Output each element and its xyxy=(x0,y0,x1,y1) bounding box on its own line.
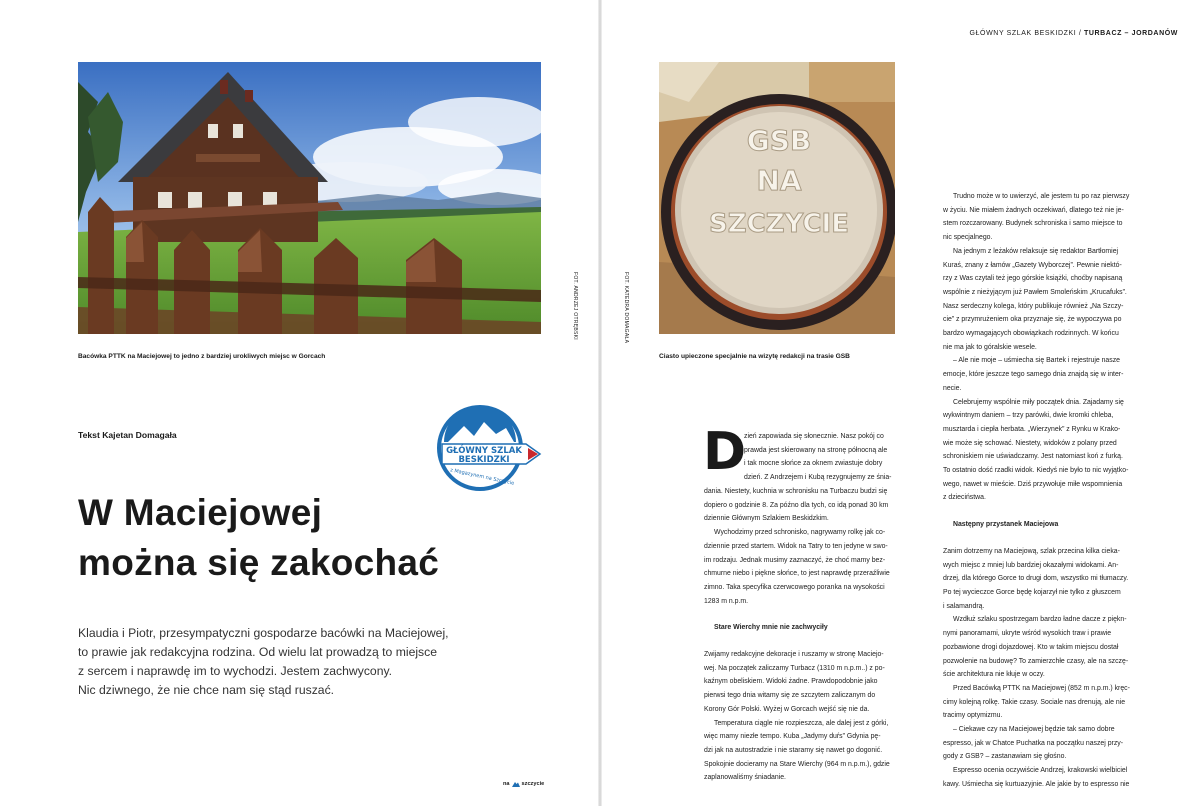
body-line: gody z GSB? – zastanawiam się głośno. xyxy=(943,753,1067,761)
badge-line-1: GŁÓWNY SZLAK xyxy=(446,446,522,456)
cake-text-line-1: GSB xyxy=(746,124,812,157)
gsb-badge-logo xyxy=(436,404,542,496)
body-line: espresso, jak w Chatce Puchatka na początku naszej przy- xyxy=(943,739,1124,747)
header-section: GŁÓWNY SZLAK BESKIDZKI / xyxy=(969,30,1082,37)
body-line: cie” z przymrużeniem oka przyznaje się, że wypoczywa po xyxy=(943,316,1122,324)
body-line: drzej, dla którego Gorce to drugi dom, wszystko mi tłumaczy. xyxy=(943,575,1129,583)
folio-logo xyxy=(503,781,544,787)
body-line: Spokojnie docieramy na Stare Wierchy (964 m n.p.m.), gdzie xyxy=(704,760,890,768)
body-line: dziennie przed startem. Widok na Tatry to ten jedyne w swo- xyxy=(704,542,888,550)
left-photo-caption: Bacówka PTTK na Maciejowej to jedno z bardziej urokliwych miejsc w Gorcach xyxy=(78,353,326,360)
column-2 xyxy=(943,190,1169,792)
column-1-dropcap-lines xyxy=(744,430,930,485)
body-line: kaźnym obeliskiem. Widoki żadne. Prawdopodobnie jako xyxy=(704,678,878,686)
body-line: 1283 m n.p.m. xyxy=(704,597,749,605)
body-line: pierwsi tego dnia witamy się ze szczytem zaliczanym do xyxy=(704,692,876,700)
body-line: To ostatnio dość rzadki widok. Kiedyś nie było to nic wyjątko- xyxy=(943,467,1129,475)
byline: Tekst Kajetan Domagała xyxy=(78,430,177,440)
body-line: cimy kolejną rolkę. Takie czasy. Sociale nas drenują, ale nie xyxy=(943,698,1126,706)
body-line: wie może się schować. Niestety, widoków z polany przed xyxy=(943,439,1117,447)
body-line: prawda jest skierowany na stronę północną ale xyxy=(744,446,888,454)
body-line: z dzieciństwa. xyxy=(943,494,986,502)
lead-line: Nic dziwnego, że nie chce nam się stąd ruszać. xyxy=(78,683,335,697)
article-lead xyxy=(78,624,518,700)
body-line: w życiu. Nie miałem żadnych oczekiwań, dlatego też nie je- xyxy=(943,206,1124,214)
body-line: Temperatura ciągle nie rozpieszcza, ale dalej jest z górki, xyxy=(714,719,889,727)
body-line: Wzdłuż szlaku spostrzegam bardzo ładne dacze z piękn- xyxy=(953,616,1127,624)
cake-photo xyxy=(659,62,895,334)
body-line: Zwijamy redakcyjne dekoracje i ruszamy w stronę Maciejo- xyxy=(704,651,884,659)
drop-cap: D xyxy=(703,422,747,482)
right-photo-credit: FOT. KATEDRA DOMAGAŁA xyxy=(623,272,629,344)
body-line: emocje, które jeszcze tego samego dnia znajdą się w inter- xyxy=(943,371,1124,379)
body-line: Po tej wycieczce Gorce będę kojarzył nie tylko z głuszcem xyxy=(943,588,1121,596)
body-line: – Ale nie moje – uśmiecha się Bartek i rejestruje nasze xyxy=(953,357,1120,365)
left-photo-credit: FOT. ANDRZEJ OTRĘBSKI xyxy=(572,272,578,340)
cake-text-line-2: NA xyxy=(756,164,802,197)
body-line: schroniskiem nie uświadczamy. Jest natomiast koń z furką. xyxy=(943,453,1123,461)
hut-photo xyxy=(78,62,541,334)
body-line: Celebrujemy wspólnie miły początek dnia. Zajadamy się xyxy=(953,398,1124,406)
body-line: Zanim dotrzemy na Maciejową, szlak przecina kilka cieka- xyxy=(943,547,1120,555)
body-line: zień zapowiada się słonecznie. Nasz pokój co xyxy=(744,433,884,440)
body-line: – Ciekawe czy na Maciejowej będzie tak samo dobre xyxy=(953,726,1115,734)
body-line: zimno. Taka specyfika czerwcowego poranka na wysokości xyxy=(704,583,885,591)
body-line: pozwolenie na budowę? To zamierzchłe czasy, ale na szczę- xyxy=(943,657,1129,665)
body-line: necie. xyxy=(943,384,962,392)
title-line: można się zakochać xyxy=(78,542,440,583)
body-line: wego, nawet w mieście. Dziś przywołuje miłe wspomnienia xyxy=(943,480,1123,488)
body-line: wej. Na początek zaliczamy Turbacz (1310 m n.p.m..) z po- xyxy=(704,664,885,672)
body-line: więc mamy niezłe tempo. Kuba „Jadymy duŕs” Gdynia pę- xyxy=(704,733,881,741)
folio-prefix: na xyxy=(503,781,510,787)
body-line: dania. Niestety, kuchnia w schronisku na Turbaczu budzi się xyxy=(704,488,888,495)
article-title xyxy=(78,488,548,588)
body-line: Nasz serdeczny kolega, który publikuje również „Na Szczy- xyxy=(943,302,1124,310)
body-line: Korony Gór Polski. Wyżej w Gorcach wejść się nie da. xyxy=(704,705,870,713)
body-line: dzień. Z Andrzejem i Kubą rezygnujemy ze śnia- xyxy=(744,474,892,482)
body-line: tracimy optymizmu. xyxy=(943,712,1003,720)
body-line: i salamandrą. xyxy=(943,602,985,610)
body-line: Wychodzimy przed schronisko, nagrywamy rolkę jak co- xyxy=(714,529,886,537)
body-line: Espresso ocenia oczywiście Andrzej, krakowski wielbiciel xyxy=(953,767,1128,775)
lead-line: Klaudia i Piotr, przesympatyczni gospodarze bacówki na Maciejowej, xyxy=(78,626,449,640)
cake-text-line-3: SZCZYCIE xyxy=(709,209,849,239)
body-line: im rodzaju. Jednak musimy zaznaczyć, że choć mamy bez- xyxy=(704,556,886,564)
body-line: i tak mocne słońce za oknem zwiastuje dobry xyxy=(744,460,883,468)
right-photo-caption: Ciasto upieczone specjalnie na wizytę redakcji na trasie GSB xyxy=(659,353,850,360)
body-line: wykwintnym daniem – trzy parówki, dwie kromki chleba, xyxy=(943,412,1114,420)
body-line: Na jednym z leżaków relaksuje się redaktor Bartłomiej xyxy=(953,247,1119,255)
running-header xyxy=(970,30,1179,37)
badge-subtitle: z Magazynem na Szczycie xyxy=(449,467,515,487)
body-line: dzi jak na autostradzie i nie staramy się nawet go dogonić. xyxy=(704,746,883,754)
lead-line: to prawie jak redakcyjna rodzina. Od wielu lat prowadzą to miejsce xyxy=(78,645,438,659)
column-1 xyxy=(704,485,930,785)
body-line: Przed Bacówką PTTK na Maciejowej (852 m n.p.m.) kręc- xyxy=(953,684,1130,692)
title-line: W Maciejowej xyxy=(78,492,323,533)
lead-line: z sercem i naprawdę im to wychodzi. Jestem zachwycony. xyxy=(78,664,393,678)
body-line: dziennie Głównym Szlakiem Beskidzkim. xyxy=(704,515,829,523)
body-line: ście architektura nie kłuje w oczy. xyxy=(943,671,1045,679)
body-line: pozbawione drogi dojazdowej. Kto w takim miejscu dostał xyxy=(943,643,1119,651)
header-route: TURBACZ – JORDANÓW xyxy=(1083,30,1178,37)
body-line: wych miejsc z mniej lub bardziej okazałymi widokami. An- xyxy=(943,561,1119,569)
body-line: nie ma jak to góralskie wesele. xyxy=(943,343,1037,351)
body-line: stem rozczarowany. Budynek schroniska i samo miejsce to xyxy=(943,220,1123,228)
body-line: kawy. Uśmiecha się kurtuazyjnie. Ale jakie by to espresso nie xyxy=(943,780,1130,788)
column-2-subhead: Następny przystanek Maciejowa xyxy=(953,521,1059,529)
body-line: dopiero o godzinie 8. Za późno dla tych, co idą ponad 30 km xyxy=(704,501,889,509)
body-line: rzy z Was czytali też jego górskie książki, choćby napisaną xyxy=(943,275,1123,283)
body-line: bardzo wymagających obowiązkach rodzinnych. W końcu xyxy=(943,330,1119,338)
body-line: zaplanowaliśmy śniadanie. xyxy=(704,774,786,782)
badge-line-2: BESKIDZKI xyxy=(458,455,510,465)
body-line: musztarda i ciepła herbata. „Wierzynek” z Rynku w Krako- xyxy=(943,425,1121,433)
body-line: nymi panoramami, ukryte wśród wysokich traw i prawie xyxy=(943,630,1112,638)
folio-name: szczycie xyxy=(521,781,545,787)
column-1-subhead: Stare Wierchy mnie nie zachwyciły xyxy=(714,624,828,632)
page-gutter xyxy=(598,0,602,806)
body-line: wspólnie z nieżyjącym już Pawłem Smoleńskim „Krucafuks”. xyxy=(943,288,1127,296)
body-line: chmurne niebo i piękne słońce, to jest naprawdę przeraźliwie xyxy=(704,570,890,578)
mountain-icon xyxy=(512,781,520,787)
body-line: nic specjalnego. xyxy=(943,234,993,242)
body-line: Kuraś, znany z łamów „Gazety Wyborczej”. Pewnie niektó- xyxy=(943,261,1122,269)
body-line: Trudno może w to uwierzyć, ale jestem tu po raz pierwszy xyxy=(953,193,1130,200)
